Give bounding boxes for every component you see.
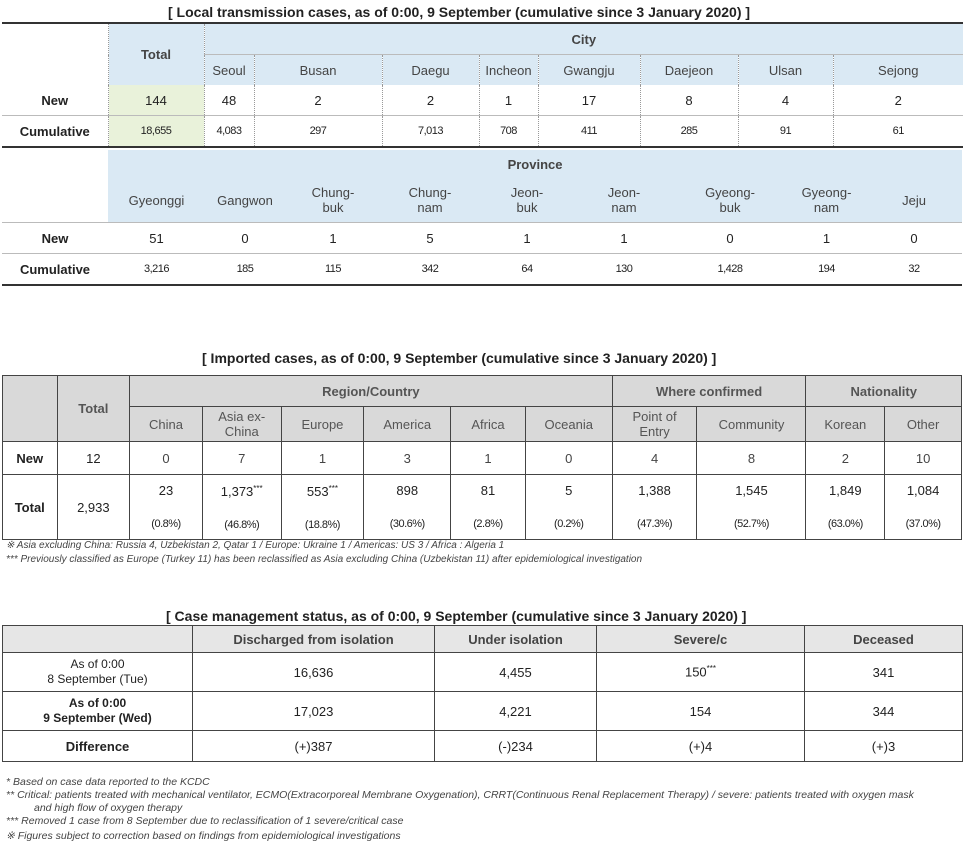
province-new-value: 0	[726, 230, 734, 246]
province-cumulative-value: 185	[236, 263, 254, 275]
province-cumulative-value: 194	[818, 263, 835, 275]
city-cumulative-value: 708	[479, 116, 538, 148]
imported-percent-value: (0.2%)	[554, 517, 584, 530]
imported-total-cell	[130, 475, 203, 540]
status-value	[193, 653, 435, 692]
city-name: Daejeon	[640, 55, 738, 86]
imported-new-value: 1	[281, 442, 364, 475]
status-column-header: Discharged from isolation	[193, 626, 435, 653]
status-value	[435, 653, 597, 692]
status-value-text: 4,455	[499, 664, 532, 680]
imported-column-header: China	[130, 407, 203, 442]
imported-column-header: Point of Entry	[612, 407, 697, 442]
status-value	[597, 692, 805, 731]
province-cumulative-value: 3,216	[143, 263, 170, 275]
city-new-value: 48	[204, 85, 254, 116]
status-column-header: Severe/c	[597, 626, 805, 653]
status-column-header: Under isolation	[435, 626, 597, 653]
city-name: Busan	[254, 55, 382, 86]
imported-total-sup: ***	[253, 484, 263, 493]
status-row-label-2: As of 0:00 9 September (Wed)	[3, 692, 193, 731]
province-name: Chung- buk	[285, 178, 381, 223]
imported-total-total: 2,933	[57, 475, 130, 540]
city-cumulative-value: 61	[833, 116, 963, 148]
imported-total-cell	[697, 475, 806, 540]
footnote-2: ** Critical: patients treated with mechanical ventilator, ECMO(Extracorporeal Membrane Oxygenation), CRRT(Continuous Renal Replacement Therapy) / severe: patients treated with oxygen mask	[6, 789, 914, 801]
city-cumulative-value: 285	[640, 116, 738, 148]
province-cumulative-value: 1,428	[717, 263, 743, 275]
imported-percent-value: (37.0%)	[905, 517, 941, 530]
province-name: Jeon- buk	[479, 178, 575, 223]
imported-title: [ Imported cases, as of 0:00, 9 September (cumulative since 3 January 2020) ]	[202, 350, 717, 366]
local-title: [ Local transmission cases, as of 0:00, 9 September (cumulative since 3 January 2020) ]	[168, 4, 751, 20]
province-cumulative-value: 115	[324, 263, 342, 275]
imported-column-header: Other	[885, 407, 962, 442]
city-name: Ulsan	[738, 55, 833, 86]
status-value	[435, 692, 597, 731]
status-value-text: 17,023	[293, 703, 334, 719]
province-new-value: 5	[426, 230, 434, 246]
province-cumulative-value: 64	[521, 263, 533, 275]
imported-total-cell	[364, 475, 451, 540]
status-row-label-1: As of 0:00 8 September (Tue)	[3, 653, 193, 692]
cumulative-label-province: Cumulative	[19, 261, 91, 277]
local-cases-table	[2, 22, 963, 148]
city-name: Incheon	[479, 55, 538, 86]
imported-new-value: 3	[364, 442, 451, 475]
imported-percent-value: (52.7%)	[733, 517, 769, 530]
status-value-text: 344	[872, 703, 895, 719]
status-value-text: (+)3	[871, 738, 896, 754]
province-new-value: 1	[523, 230, 531, 246]
imported-new-value: 0	[130, 442, 203, 475]
imported-note-2: *** Previously classified as Europe (Turkey 11) has been reclassified as Asia excluding China (Uzbekistan 11) after epidemiological investigation	[6, 554, 643, 565]
city-cumulative-value: 4,083	[204, 116, 254, 148]
province-name: Gangwon	[205, 178, 285, 223]
status-value-text: 150	[684, 664, 707, 680]
imported-total-row-label: Total	[3, 475, 58, 540]
province-name: Gyeonggi	[108, 178, 205, 223]
imported-percent-value: (18.8%)	[304, 519, 340, 531]
local-total-cumulative: 18,655	[108, 116, 204, 148]
imported-new-label: New	[3, 442, 58, 475]
city-name: Sejong	[833, 55, 963, 86]
province-cumulative-value: 32	[908, 263, 920, 275]
cumulative-label: Cumulative	[19, 123, 90, 139]
new-label: New	[41, 92, 69, 108]
city-new-value: 2	[254, 85, 382, 116]
city-header: City	[204, 23, 963, 55]
province-name: Gyeong- buk	[673, 178, 787, 223]
city-cumulative-value: 91	[738, 116, 833, 148]
status-title: [ Case management status, as of 0:00, 9 September (cumulative since 3 January 2020) ]	[166, 608, 747, 624]
imported-total-cell	[806, 475, 885, 540]
imported-total-value: 1,849	[829, 482, 862, 498]
province-header: Province	[108, 150, 962, 178]
status-value	[805, 692, 963, 731]
status-value-text: 154	[689, 703, 712, 719]
imported-percent-value: (0.8%)	[151, 517, 181, 530]
imported-column-header: America	[364, 407, 451, 442]
province-new-value: 1	[620, 230, 628, 246]
footnote-4: ※ Figures subject to correction based on findings from epidemiological investigations	[6, 830, 401, 842]
imported-total-sup: ***	[328, 484, 338, 493]
imported-new-value: 0	[525, 442, 612, 475]
city-cumulative-value: 297	[254, 116, 382, 148]
city-new-value: 2	[833, 85, 963, 116]
province-new-value: 1	[822, 230, 831, 246]
province-cumulative-value: 342	[421, 263, 439, 275]
imported-percent-value: (30.6%)	[389, 517, 425, 530]
status-row-label-3: Difference	[3, 731, 193, 762]
imported-total-cell	[612, 475, 697, 540]
imported-total-value: 553	[306, 484, 329, 499]
imported-total-value: 1,084	[906, 482, 940, 498]
status-value-sup: ***	[706, 664, 717, 674]
imported-total-value: 5	[565, 482, 573, 498]
imported-new-value: 10	[885, 442, 962, 475]
status-value	[805, 653, 963, 692]
imported-total-value: 898	[396, 482, 419, 498]
province-new-value: 51	[149, 230, 164, 246]
imported-new-value: 8	[697, 442, 806, 475]
local-total-new: 144	[108, 85, 204, 116]
status-value	[193, 692, 435, 731]
imported-column-header: Oceania	[525, 407, 612, 442]
imported-new-value: 2	[806, 442, 885, 475]
province-new-value: 0	[241, 230, 249, 246]
imported-column-header: Community	[697, 407, 806, 442]
imported-total-cell	[451, 475, 526, 540]
imported-percent-value: (46.8%)	[224, 519, 260, 531]
province-name: Chung- nam	[381, 178, 479, 223]
status-value-text: (-)234	[498, 738, 533, 754]
footnote-3: *** Removed 1 case from 8 September due to reclassification of 1 severe/critical case	[6, 815, 404, 827]
status-value-text: 4,221	[499, 703, 532, 719]
status-column-header: Deceased	[805, 626, 963, 653]
footnote-2-cont: and high flow of oxygen therapy	[34, 802, 183, 814]
nationality-header: Nationality	[806, 376, 962, 407]
status-value	[435, 731, 597, 762]
province-new-value: 0	[910, 230, 918, 246]
imported-total-value: 81	[480, 482, 496, 498]
new-label-province: New	[41, 230, 69, 246]
imported-total-new: 12	[57, 442, 130, 475]
status-value	[597, 653, 805, 692]
city-new-value: 17	[538, 85, 640, 116]
imported-total-value: 1,388	[638, 482, 671, 498]
city-new-value: 8	[640, 85, 738, 116]
region-country-header: Region/Country	[130, 376, 613, 407]
imported-total-cell	[885, 475, 962, 540]
imported-new-value: 1	[451, 442, 526, 475]
province-cumulative-value: 130	[615, 263, 633, 275]
city-new-value: 1	[479, 85, 538, 116]
province-name: Jeju	[866, 178, 962, 223]
city-name: Seoul	[204, 55, 254, 86]
imported-note-1: ※ Asia excluding China: Russia 4, Uzbekistan 2, Qatar 1 / Europe: Ukraine 1 / Americas: US 3 / Africa : Algeria 1	[6, 540, 505, 551]
imported-total-value: 1,545	[735, 482, 768, 498]
status-value-text: (+)4	[688, 738, 713, 754]
imported-total-cell	[202, 475, 281, 540]
status-value-text: 16,636	[293, 664, 334, 680]
imported-new-value: 7	[202, 442, 281, 475]
city-cumulative-value: 411	[538, 116, 640, 148]
status-value	[805, 731, 963, 762]
imported-cases-table	[2, 375, 962, 540]
imported-column-header: Africa	[451, 407, 526, 442]
city-new-value: 4	[738, 85, 833, 116]
province-name: Jeon- nam	[575, 178, 673, 223]
imported-percent-value: (63.0%)	[827, 517, 863, 530]
imported-total-value: 1,373	[220, 484, 254, 499]
city-new-value: 2	[382, 85, 479, 116]
imported-total-cell	[525, 475, 612, 540]
status-value-text: 341	[872, 664, 895, 680]
footnote-1: * Based on case data reported to the KCDC	[6, 776, 210, 788]
imported-percent-value: (47.3%)	[637, 517, 673, 530]
imported-total-header: Total	[57, 376, 130, 442]
status-value-text: (+)387	[294, 738, 333, 754]
status-value	[193, 731, 435, 762]
local-total-header: Total	[108, 23, 204, 85]
imported-percent-value: (2.8%)	[473, 517, 503, 530]
imported-total-value: 23	[158, 482, 174, 498]
case-management-table	[2, 625, 963, 762]
where-confirmed-header: Where confirmed	[612, 376, 806, 407]
province-cases-table	[2, 150, 962, 286]
province-new-value: 1	[329, 230, 337, 246]
imported-column-header: Europe	[281, 407, 364, 442]
city-cumulative-value: 7,013	[382, 116, 479, 148]
imported-column-header: Korean	[806, 407, 885, 442]
imported-total-cell	[281, 475, 364, 540]
imported-column-header: Asia ex- China	[202, 407, 281, 442]
province-name: Gyeong- nam	[787, 178, 866, 223]
city-name: Gwangju	[538, 55, 640, 86]
imported-new-value: 4	[612, 442, 697, 475]
city-name: Daegu	[382, 55, 479, 86]
status-value	[597, 731, 805, 762]
